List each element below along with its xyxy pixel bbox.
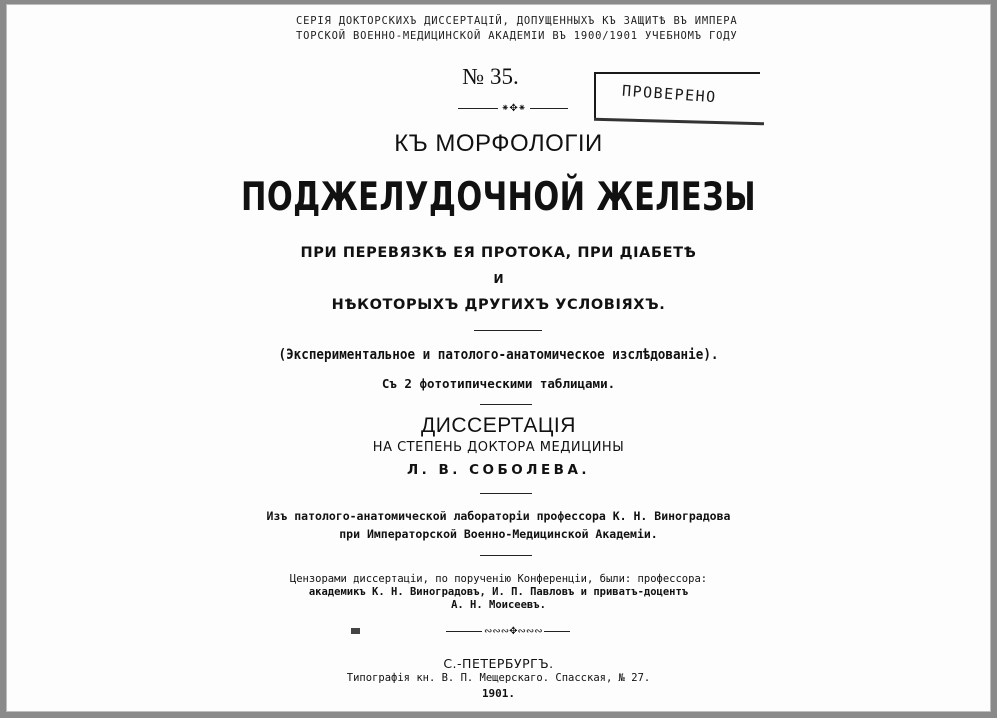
series-line-2: ТОРСКОЙ ВОЕННО-МЕДИЦИНСКОЙ АКАДЕМІИ ВЪ 1900/1901 УЧЕБНОМЪ ГОДУ [296,30,738,42]
tables-note: Съ 2 фототипическими таблицами. [381,376,616,391]
ink-mark [351,628,360,634]
divider-1 [474,330,542,331]
censors-line-2: академикъ К. Н. Виноградовъ, И. П. Павловъ и приватъ-доцентъ [308,586,689,598]
dissertation-number: № 35. [462,64,519,89]
divider-4 [480,555,532,556]
title-line-1: КЪ МОРФОЛОГІИ [394,130,603,157]
year: 1901. [481,687,516,700]
ornament-bottom: ∾∾∾✥∾∾∾ [446,628,570,636]
author-name: Л. В. СОБОЛЕВА. [406,462,591,478]
censors-line-1: Цензорами диссертаціи, по порученію Конференціи, были: профессора: [289,573,708,585]
printer: Типографія кн. В. П. Мещерскаго. Спасская, № 27. [346,672,651,684]
subtitle-line-2: НѢКОТОРЫХЪ ДРУГИХЪ УСЛОВІЯХЪ. [331,297,666,313]
ornament-top: ⁕✥⁕ [458,105,568,113]
series-line-1: СЕРІЯ ДОКТОРСКИХЪ ДИССЕРТАЦІЙ, ДОПУЩЕННЫХЪ КЪ ЗАЩИТѢ ВЪ ИМПЕРА [296,15,738,27]
research-type: (Экспериментальное и патолого-анатомическое изслѣдованіе). [278,347,719,363]
laboratory-line-2: при Императорской Военно-Медицинской Академіи. [339,527,658,541]
divider-3 [480,493,532,494]
divider-2 [480,404,532,405]
degree-line: НА СТЕПЕНЬ ДОКТОРА МЕДИЦИНЫ [372,440,625,455]
subtitle-line-1: ПРИ ПЕРЕВЯЗКѢ ЕЯ ПРОТОКА, ПРИ ДІАБЕТѢ [300,245,697,261]
title-line-2: ПОДЖЕЛУДОЧНОЙ ЖЕЛЕЗЫ [240,175,757,220]
subtitle-conjunction: И [493,272,504,286]
stamp-edge [594,118,764,125]
city: С.-ПЕТЕРБУРГЪ. [443,656,554,671]
dissertation-heading: ДИССЕРТАЦІЯ [421,414,576,437]
laboratory-line-1: Изъ патолого-анатомической лабораторіи профессора К. Н. Виноградова [266,509,731,523]
document-page [6,4,991,712]
censors-line-3: А. Н. Моисеевъ. [451,599,546,611]
verification-stamp [594,72,760,118]
stamp-text: ПРОВЕРЕНО [621,81,718,107]
